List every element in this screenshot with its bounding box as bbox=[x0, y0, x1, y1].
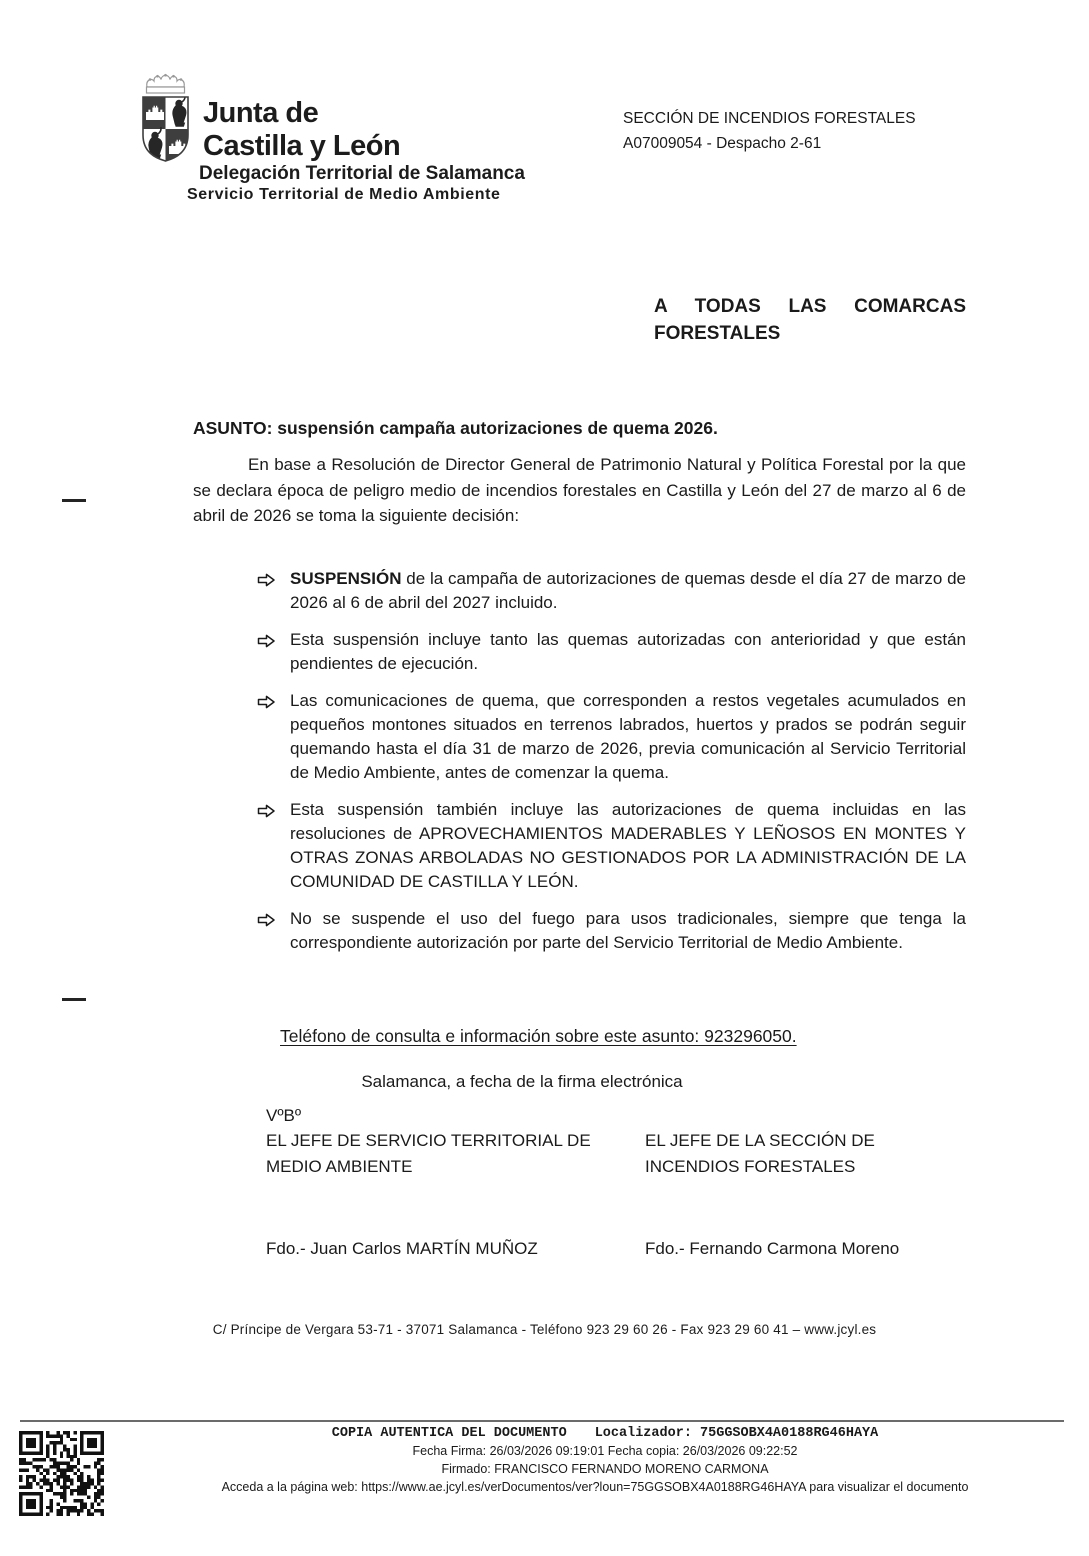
decision-item-text: Esta suspensión incluye tanto las quemas autorizadas con anterioridad y que están pendientes de ejecución. bbox=[290, 630, 966, 673]
section-office: A07009054 - Despacho 2-61 bbox=[623, 135, 822, 152]
delegation-line: Delegación Territorial de Salamanca bbox=[199, 163, 525, 184]
decision-item bbox=[257, 907, 966, 955]
qr-code-icon bbox=[19, 1431, 104, 1521]
right-signer: Fdo.- Fernando Carmona Moreno bbox=[645, 1239, 900, 1258]
auth-line1 bbox=[130, 1426, 1080, 1441]
decision-item-text: No se suspende el uso del fuego para usos tradicionales, siempre que tenga la correspondiente autorización por parte del Servicio Territorial de Medio Ambiente. bbox=[290, 909, 966, 952]
decision-item bbox=[257, 689, 966, 785]
phone-info-line: Teléfono de consulta e información sobre este asunto: 923296050. bbox=[280, 1026, 797, 1046]
right-arrow-bullet-icon bbox=[257, 802, 276, 826]
auth-locator: Localizador: 75GGSOBX4A0188RG46HAYA bbox=[594, 1426, 879, 1441]
decision-item bbox=[257, 628, 966, 676]
right-arrow-bullet-icon bbox=[257, 571, 276, 595]
brand-line2: Castilla y León bbox=[203, 130, 401, 162]
right-signature-title: EL JEFE DE LA SECCIÓN DE INCENDIOS FORESTALES bbox=[645, 1131, 875, 1176]
decision-item bbox=[257, 798, 966, 894]
decision-item bbox=[257, 567, 966, 615]
decision-item-text: Esta suspensión también incluye las autorizaciones de quema incluidas en las resoluciones de APROVECHAMIENTOS MADERABLES Y LEÑOSOS EN MONTES Y OTRAS ZONAS ARBOLADAS NO GESTIONADOS POR LA ADMINISTRACIÓN DE LA COMUNIDAD DE CASTILLA Y LEÓN. bbox=[290, 800, 966, 891]
recipient-line2: FORESTALES bbox=[654, 323, 781, 344]
recipient-line1: A TODAS LAS COMARCAS bbox=[654, 296, 966, 317]
auth-copy-label: COPIA AUTENTICA DEL DOCUMENTO bbox=[331, 1426, 567, 1441]
recipient-block bbox=[654, 293, 966, 347]
vobo-label: VºBº bbox=[266, 1106, 302, 1125]
decision-item-bold: SUSPENSIÓN bbox=[290, 569, 402, 588]
subject-line: ASUNTO: suspensión campaña autorizaciones de quema 2026. bbox=[193, 418, 718, 438]
right-arrow-bullet-icon bbox=[257, 632, 276, 656]
footer-address: C/ Príncipe de Vergara 53-71 - 37071 Salamanca - Teléfono 923 29 60 26 - Fax 923 29 60 41 – www.jcyl.es bbox=[212, 1322, 877, 1337]
service-line: Servicio Territorial de Medio Ambiente bbox=[187, 186, 501, 203]
brand-line1: Junta de bbox=[203, 97, 319, 129]
right-arrow-bullet-icon bbox=[257, 693, 276, 717]
left-signature-title: EL JEFE DE SERVICIO TERRITORIAL DE MEDIO AMBIENTE bbox=[266, 1131, 591, 1176]
fold-mark-top bbox=[62, 499, 86, 502]
auth-line3: Firmado: FRANCISCO FERNANDO MORENO CARMONA bbox=[441, 1462, 769, 1476]
decision-item-text: Las comunicaciones de quema, que corresponden a restos vegetales acumulados en pequeños montones situados en terrenos labrados, huertos y prados se podrán seguir quemando hasta el día 31 de marzo de 2026, previa comunicación al Servicio Territorial de Medio Ambiente, antes de comenzar la quema. bbox=[290, 691, 966, 782]
fold-mark-bottom bbox=[62, 998, 86, 1001]
auth-line2: Fecha Firma: 26/03/2026 09:19:01 Fecha copia: 26/03/2026 09:22:52 bbox=[412, 1444, 798, 1458]
auth-strip-rule bbox=[20, 1420, 1064, 1422]
left-signer: Fdo.- Juan Carlos MARTÍN MUÑOZ bbox=[266, 1239, 538, 1258]
decision-item-text: de la campaña de autorizaciones de quemas desde el día 27 de marzo de 2026 al 6 de abril del 2027 incluido. bbox=[290, 569, 966, 612]
dateline: Salamanca, a fecha de la firma electrónica bbox=[361, 1072, 683, 1091]
intro-paragraph: En base a Resolución de Director General de Patrimonio Natural y Política Forestal por la que se declara época de peligro medio de incendios forestales en Castilla y León del 27 de marzo al 6 de abril de 2026 se toma la siguiente decisión: bbox=[193, 455, 966, 525]
decision-list bbox=[257, 567, 966, 968]
auth-line4: Acceda a la página web: https://www.ae.jcyl.es/verDocumentos/ver?loun=75GGSOBX4A0188RG46HAYA para visualizar el documento bbox=[221, 1480, 969, 1494]
right-arrow-bullet-icon bbox=[257, 911, 276, 935]
junta-coat-of-arms-icon bbox=[142, 73, 192, 170]
section-name: SECCIÓN DE INCENDIOS FORESTALES bbox=[623, 110, 916, 127]
